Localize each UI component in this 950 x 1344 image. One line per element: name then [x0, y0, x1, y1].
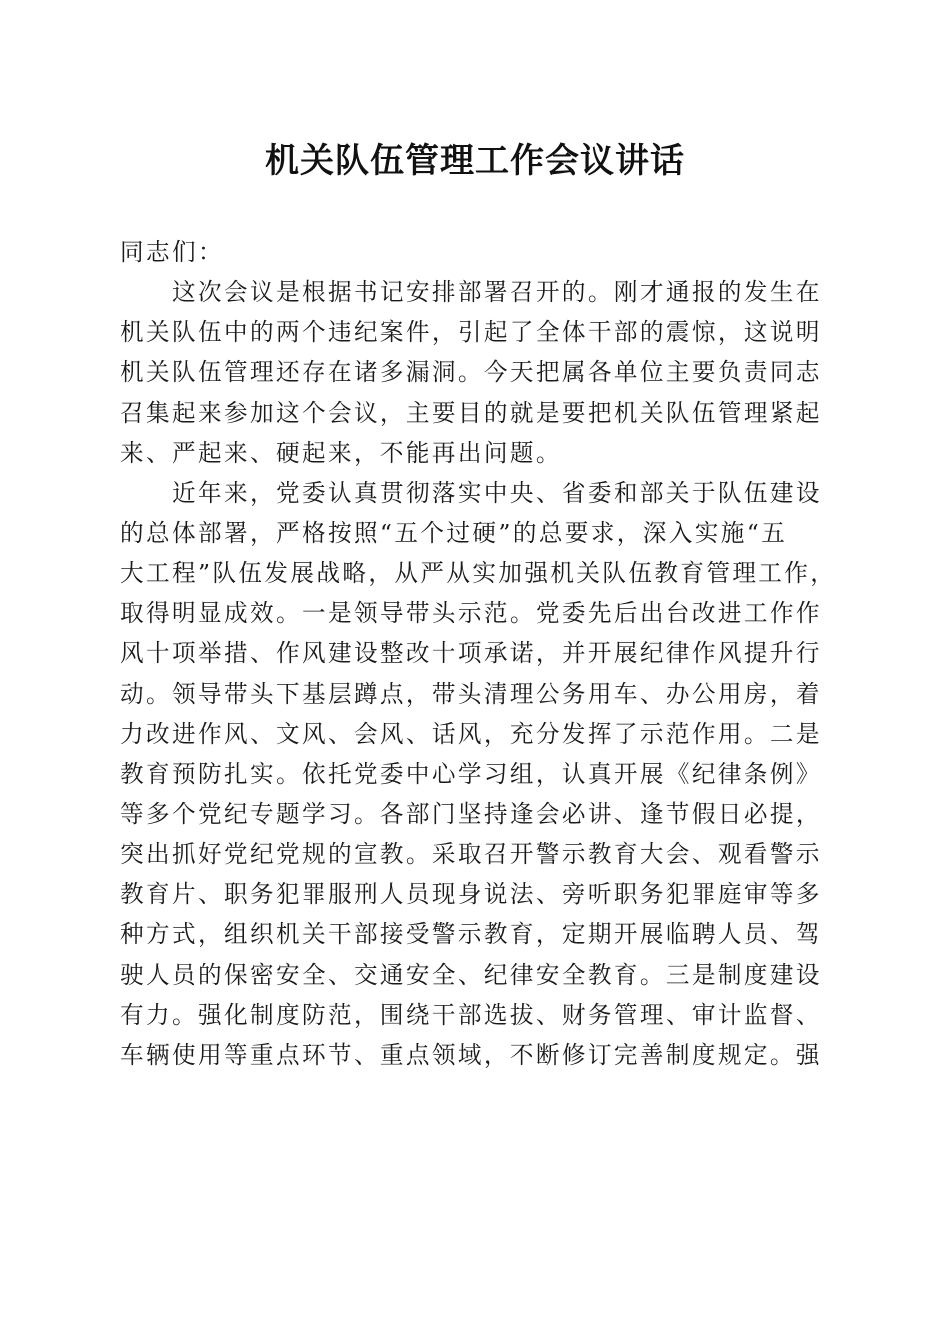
paragraph-line: 来、严起来、硬起来，不能再出问题。 — [120, 438, 562, 467]
document-body — [120, 232, 837, 1075]
paragraph-line: 机关队伍中的两个违纪案件，引起了全体干部的震惊，这说明 — [120, 318, 822, 347]
paragraph-line: 机关队伍管理还存在诸多漏洞。今天把属各单位主要负责同志 — [120, 358, 822, 387]
paragraph-line: 力改进作风、文风、会风、话风，充分发挥了示范作用。二是 — [120, 719, 822, 748]
document-title: 机关队伍管理工作会议讲话 — [265, 141, 685, 181]
paragraph-line: 有力。强化制度防范，围绕干部选拔、财务管理、审计监督、 — [120, 1000, 822, 1029]
paragraph-line: 动。领导带头下基层蹲点，带头清理公务用车、办公用房，着 — [120, 679, 822, 708]
paragraph-line: 等多个党纪专题学习。各部门坚持逢会必讲、逢节假日必提， — [120, 799, 822, 828]
paragraph-1 — [120, 272, 832, 473]
paragraph-line: 车辆使用等重点环节、重点领域，不断修订完善制度规定。强 — [120, 1040, 822, 1069]
salutation-line: 同志们： — [120, 238, 224, 266]
salutation — [120, 232, 832, 272]
paragraph-line: 突出抓好党纪党规的宣教。采取召开警示教育大会、观看警示 — [120, 840, 822, 869]
paragraph-line: 取得明显成效。一是领导带头示范。党委先后出台改进工作作 — [120, 599, 822, 628]
paragraph-line: 教育预防扎实。依托党委中心学习组，认真开展《纪律条例》 — [120, 759, 822, 788]
paragraph-line: 召集起来参加这个会议，主要目的就是要把机关队伍管理紧起 — [120, 398, 822, 427]
paragraph-line: 这次会议是根据书记安排部署召开的。刚才通报的发生在 — [172, 278, 822, 307]
paragraph-line: 驶人员的保密安全、交通安全、纪律安全教育。三是制度建设 — [120, 960, 822, 989]
paragraph-line: 教育片、职务犯罪服刑人员现身说法、旁听职务犯罪庭审等多 — [120, 880, 822, 909]
paragraph-line: 近年来，党委认真贯彻落实中央、省委和部关于队伍建设 — [172, 478, 822, 507]
paragraph-2 — [120, 473, 837, 1075]
paragraph-line: 的总体部署，严格按照“五个过硬”的总要求，深入实施“五 — [120, 518, 788, 547]
paragraph-line: 大工程”队伍发展战略，从严从实加强机关队伍教育管理工作， — [120, 559, 837, 588]
paragraph-line: 风十项举措、作风建设整改十项承诺，并开展纪律作风提升行 — [120, 639, 822, 668]
paragraph-line: 种方式，组织机关干部接受警示教育，定期开展临聘人员、驾 — [120, 920, 822, 949]
